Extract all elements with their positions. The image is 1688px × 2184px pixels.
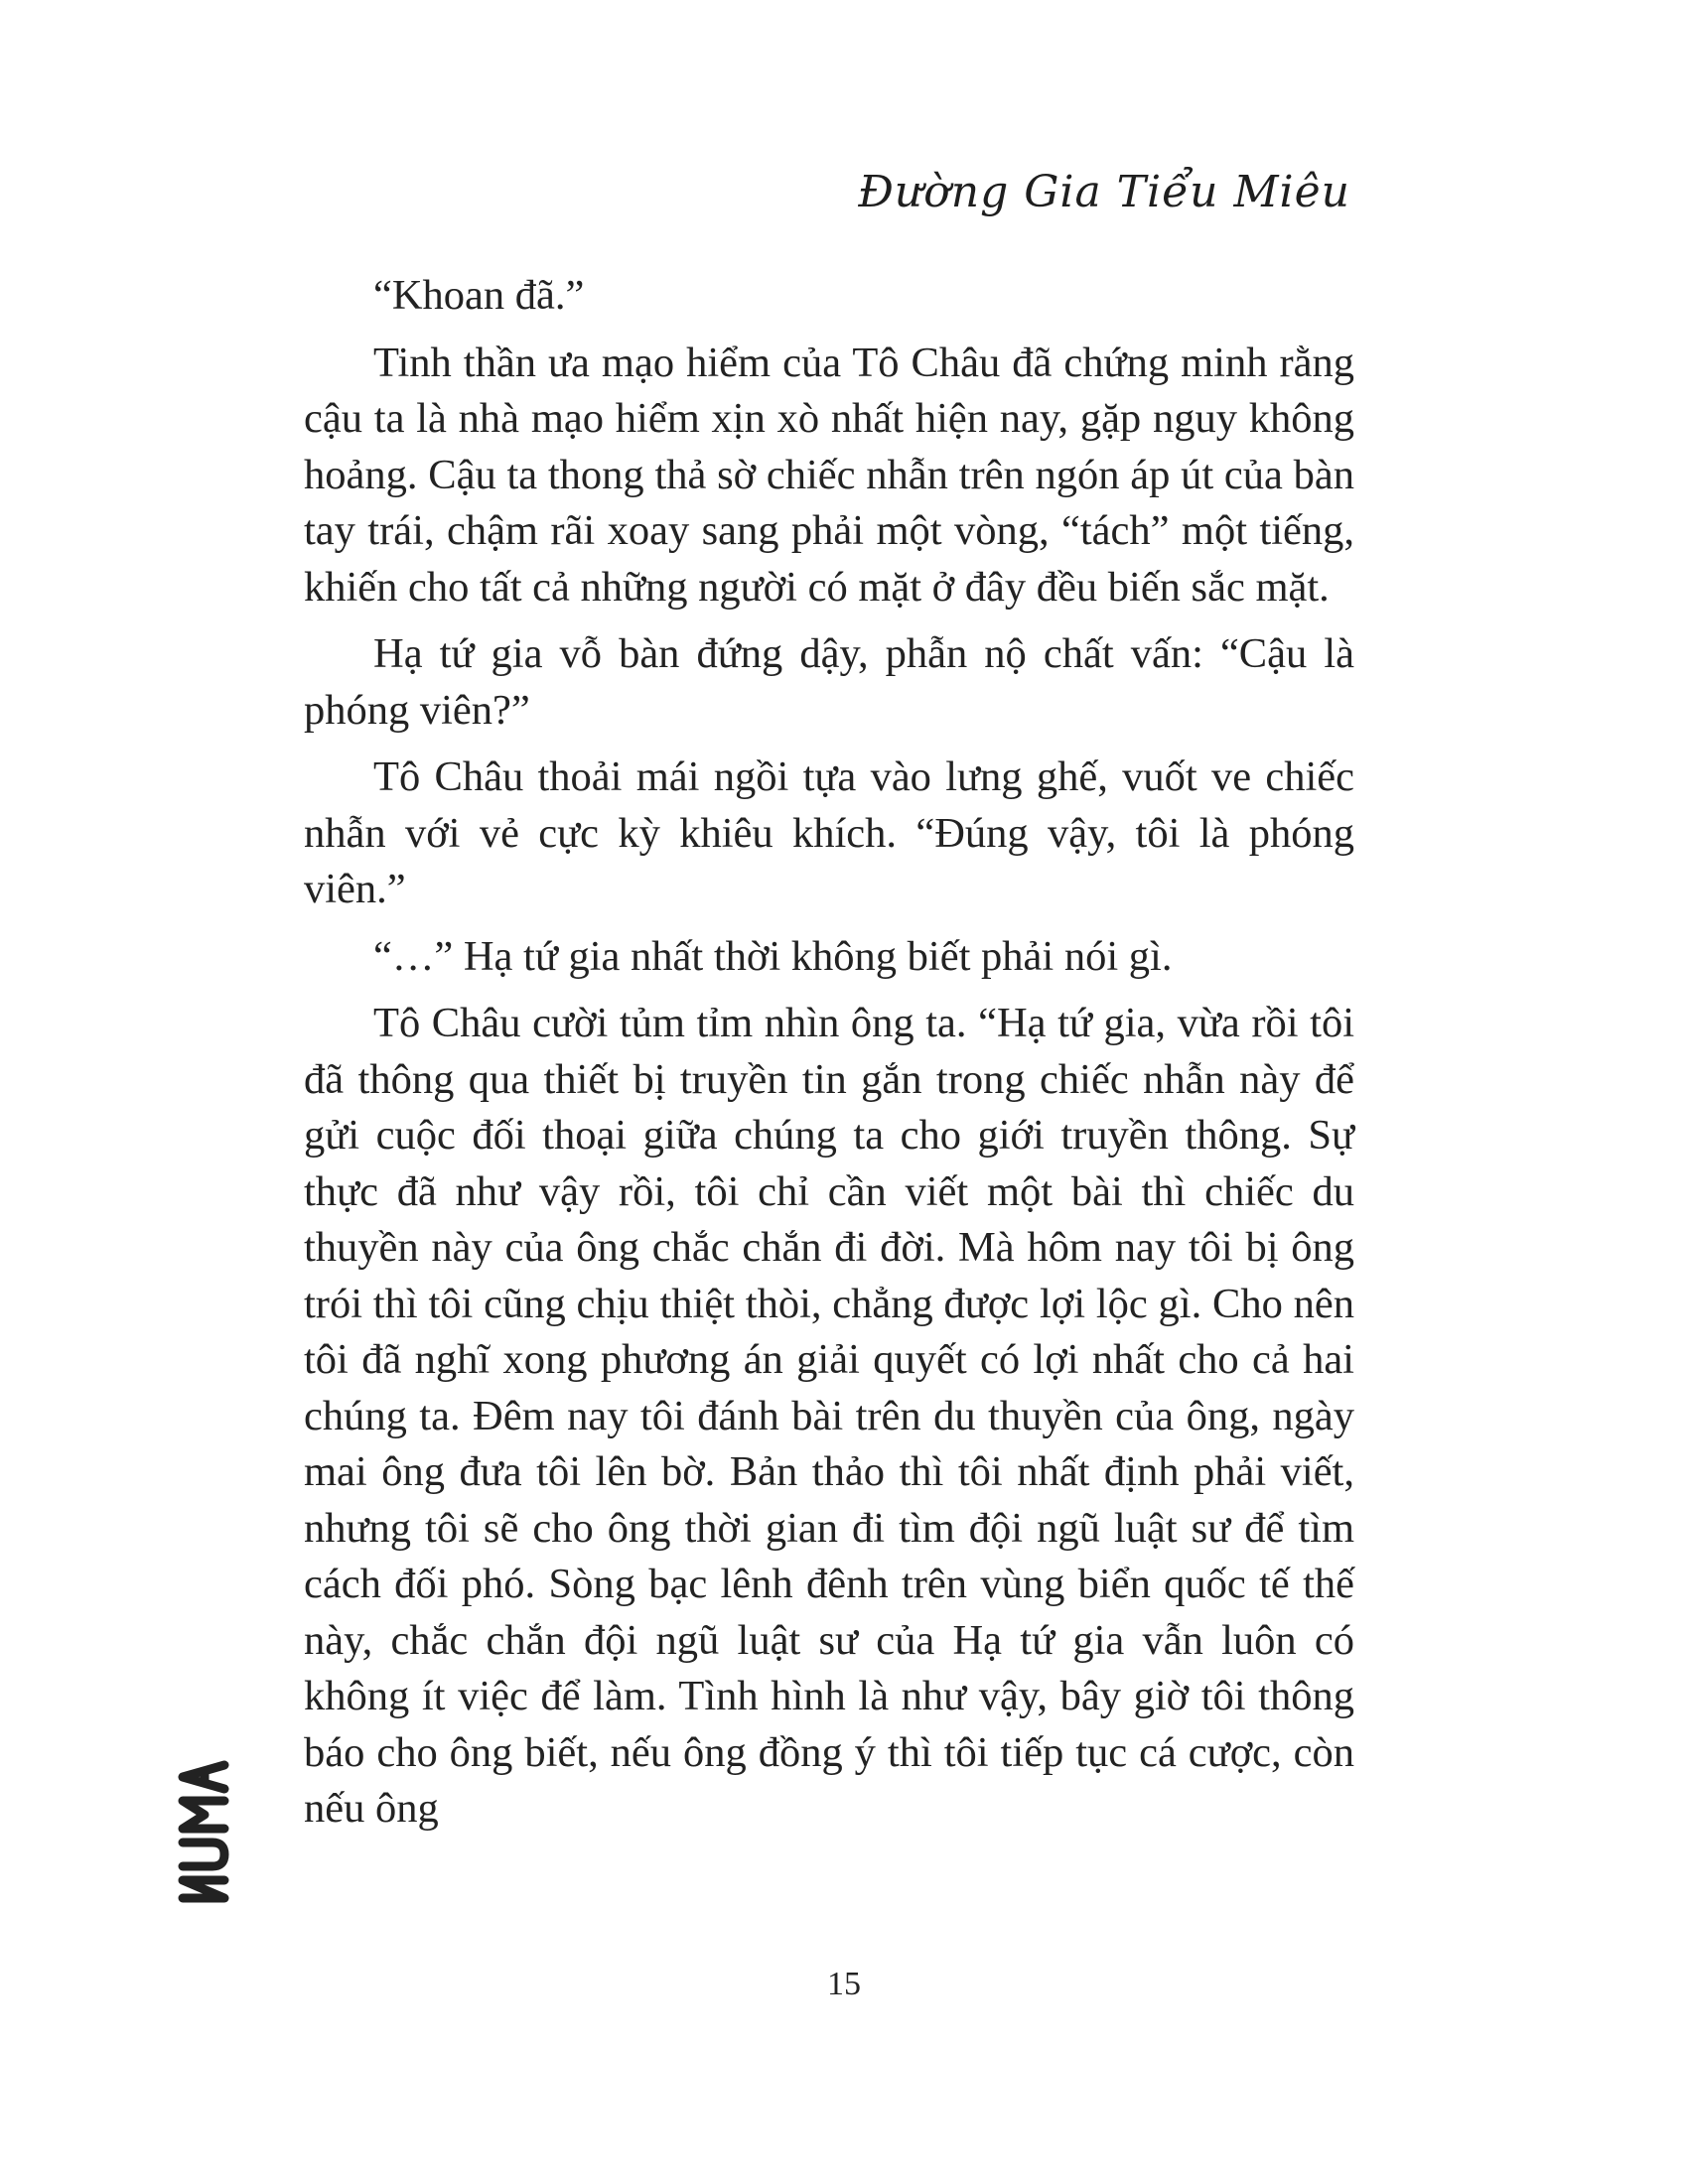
running-header-book-title: Đường Gia Tiểu Miêu xyxy=(858,167,1350,217)
page-number: 15 xyxy=(827,1966,861,2002)
paragraph: “Khoan đã.” xyxy=(373,272,585,319)
paragraph: Tô Châu cười tủm tỉm nhìn ông ta. “Hạ tứ gia, vừa rồi tôi đã thông qua thiết bị truyền tin gắn trong chiếc nhẫn này để gửi cuộc đối thoại giữa chúng ta cho giới truyền thông. Sự thực đã như vậy rồi, tôi chỉ cần viết một bài thì chiếc du thuyền này của ông chắc chắn đi đời. Mà hôm nay tôi bị ông trói thì tôi cũng chịu thiệt thòi, chẳng được lợi lộc gì. Cho nên tôi đã nghĩ xong phương án giải quyết có lợi nhất cho cả hai chúng ta. Đêm nay tôi đánh bài trên du thuyền của ông, ngày mai ông đưa tôi lên bờ. Bản thảo thì tôi nhất định phải viết, nhưng tôi sẽ cho ông thời gian đi tìm đội ngũ luật sư để tìm cách đối phó. Sòng bạc lênh đênh trên vùng biển quốc tế thế này, chắc chắn đội ngũ luật sư của Hạ tứ gia vẫn luôn có không ít việc để làm. Tình hình là như vậy, bây giờ tôi thông báo cho ông biết, nếu ông đồng ý thì tôi tiếp tục cá cược, còn nếu ông xyxy=(304,1000,1354,1832)
body-text xyxy=(304,268,1354,1848)
paragraph: “…” Hạ tứ gia nhất thời không biết phải nói gì. xyxy=(373,932,1173,980)
paragraph: Tô Châu thoải mái ngồi tựa vào lưng ghế, vuốt ve chiếc nhẫn với vẻ cực kỳ khiêu khích. “Đúng vậy, tôi là phóng viên.” xyxy=(304,753,1354,912)
paragraph: Tinh thần ưa mạo hiểm của Tô Châu đã chứng minh rằng cậu ta là nhà mạo hiểm xịn xò nhất hiện nay, gặp nguy không hoảng. Cậu ta thong thả sờ chiếc nhẫn trên ngón áp út của bàn tay trái, chậm rãi xoay sang phải một vòng, “tách” một tiếng, khiến cho tất cả những người có mặt ở đây đều biến sắc mặt. xyxy=(304,339,1354,611)
paragraph: Hạ tứ gia vỗ bàn đứng dậy, phẫn nộ chất vấn: “Cậu là phóng viên?” xyxy=(304,630,1354,734)
amun-logo-icon xyxy=(175,1757,230,1906)
